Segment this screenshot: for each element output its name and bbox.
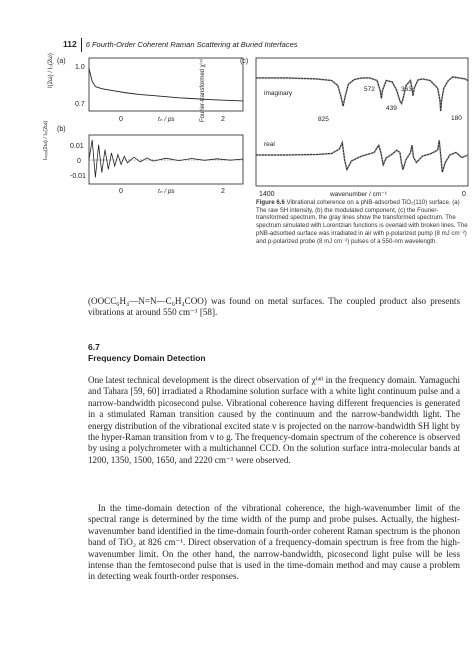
paragraph-1-text: (OOCC₆H₄—N=N—C₆H₄COO) was found on metal surfaces. The coupled product also presents vibrations at around 550 cm⁻¹ [58]. bbox=[88, 296, 460, 318]
peak-label: 572 bbox=[364, 86, 375, 93]
curve-label-imaginary: imaginary bbox=[264, 90, 293, 97]
paragraph-2 bbox=[88, 375, 460, 466]
panel-b-ytick: -0.01 bbox=[70, 173, 86, 180]
panel-a-xtick: 2 bbox=[221, 116, 225, 123]
peak-label: 180 bbox=[451, 115, 462, 122]
panel-b-curve bbox=[89, 140, 243, 178]
panel-c-real-gray bbox=[256, 140, 468, 172]
panel-b-ytick: 0 bbox=[77, 158, 81, 165]
curve-label-real: real bbox=[264, 141, 275, 148]
panel-c-ylabel: Fourier-transformed χ⁽⁴⁾ bbox=[200, 58, 206, 122]
figure-6-6 bbox=[0, 0, 474, 205]
paragraph-2-text: One latest technical development is the direct observation of χ⁽⁴⁾ in the frequency domain. Yamaguchi and Tahara [59, 60] irradiated a Rhodamine solution surface with a white light continuum pulse and a narrow-bandwidth picosecond pulse. Vibrational coherence having different frequencies is generated in a stimulated Raman transition caused by the continuum and the narrow-bandwidth light. The energy distribution of the vibrational excited state v is projected on the narrow-bandwidth SH light by the hyper-Raman transition from v to g. The frequency-domain spectrum of the coherence is observed by using a polychrometer with a multichannel CCD. On the solution surface intra-molecular bands at 1200, 1350, 1500, 1650, and 2220 cm⁻¹ were observed. bbox=[88, 375, 460, 465]
caption-text: Vibrational coherence on a pNB-adsorbed TiO₂(110) surface. (a) The raw SH intensity, (b) the modulated component, (c) the Fourier-transformed spectrum, the gray lines show the transformed spectrum. The spectrum simulated with Lorentzian functions is overlaid with broken lines. The pNB-adsorbed surface was irradiated in air with p-polarized pump (8 mJ cm⁻²) and p-polarized probe (8 mJ cm⁻²) pulses of a 550-nm wavelength. bbox=[256, 199, 468, 245]
panel-a-xtick: 0 bbox=[119, 116, 123, 123]
panel-a-xlabel: tₙ / ps bbox=[158, 116, 175, 123]
paragraph-3-text: In the time-domain detection of the vibrational coherence, the high-wavenumber limit of the spectral range is determined by the time width of the pump and probe pulses. Actually, the highest-wavenumber band identified in the time-domain fourth-order coherent Raman spectrum is the phonon band of TiO₂ at 826 cm⁻¹. Direct observation of a frequency-domain spectrum is free from the high-wavenumber limit. On the other hand, the narrow-bandwidth, picosecond light pulse will be less intense than the femtosecond pulse that is used in the time-domain method and may cause a problem in detecting weak fourth-order responses. bbox=[88, 503, 460, 582]
paragraph-3 bbox=[88, 503, 460, 583]
panel-label-b: (b) bbox=[57, 126, 66, 133]
panel-b-ytick: 0.01 bbox=[70, 143, 84, 150]
panel-b bbox=[43, 121, 243, 195]
panel-label-a: (a) bbox=[57, 58, 66, 65]
section-number: 6.7 bbox=[88, 342, 100, 352]
panel-b-frame bbox=[89, 135, 243, 184]
panel-c-xtick: 1400 bbox=[259, 191, 275, 198]
panel-c-xlabel: wavenumber / cm⁻¹ bbox=[330, 191, 387, 198]
caption-label: Figure 6.6 bbox=[256, 199, 285, 206]
peak-label: 825 bbox=[318, 116, 329, 123]
panel-b-ylabel: Iₘₒₓ(2ω) / I₀(2ω) bbox=[43, 120, 49, 160]
panel-a-ytick: 0.7 bbox=[75, 101, 85, 108]
panel-a-curve bbox=[89, 69, 243, 101]
panel-a-frame bbox=[89, 58, 243, 111]
running-title: 6 Fourth-Order Coherent Raman Scattering at Buried Interfaces bbox=[85, 39, 298, 49]
panel-c-xtick: 0 bbox=[462, 191, 466, 198]
peak-label: 363 bbox=[401, 86, 412, 93]
panel-b-xtick: 2 bbox=[221, 188, 225, 195]
peak-label: 439 bbox=[386, 105, 397, 112]
page-number: 112 bbox=[63, 38, 77, 49]
panel-a bbox=[48, 53, 243, 123]
panel-c bbox=[199, 58, 468, 198]
panel-a-ytick: 1.0 bbox=[75, 64, 85, 71]
figure-caption bbox=[256, 199, 468, 245]
panel-a-ylabel: I(2ω) / I₀(2ω) bbox=[48, 53, 54, 88]
panel-label-c: (c) bbox=[240, 58, 249, 65]
paragraph-1 bbox=[88, 296, 460, 319]
panel-b-xlabel: tₙ / ps bbox=[158, 188, 175, 195]
section-title: Frequency Domain Detection bbox=[88, 353, 206, 363]
panel-b-xtick: 0 bbox=[119, 188, 123, 195]
